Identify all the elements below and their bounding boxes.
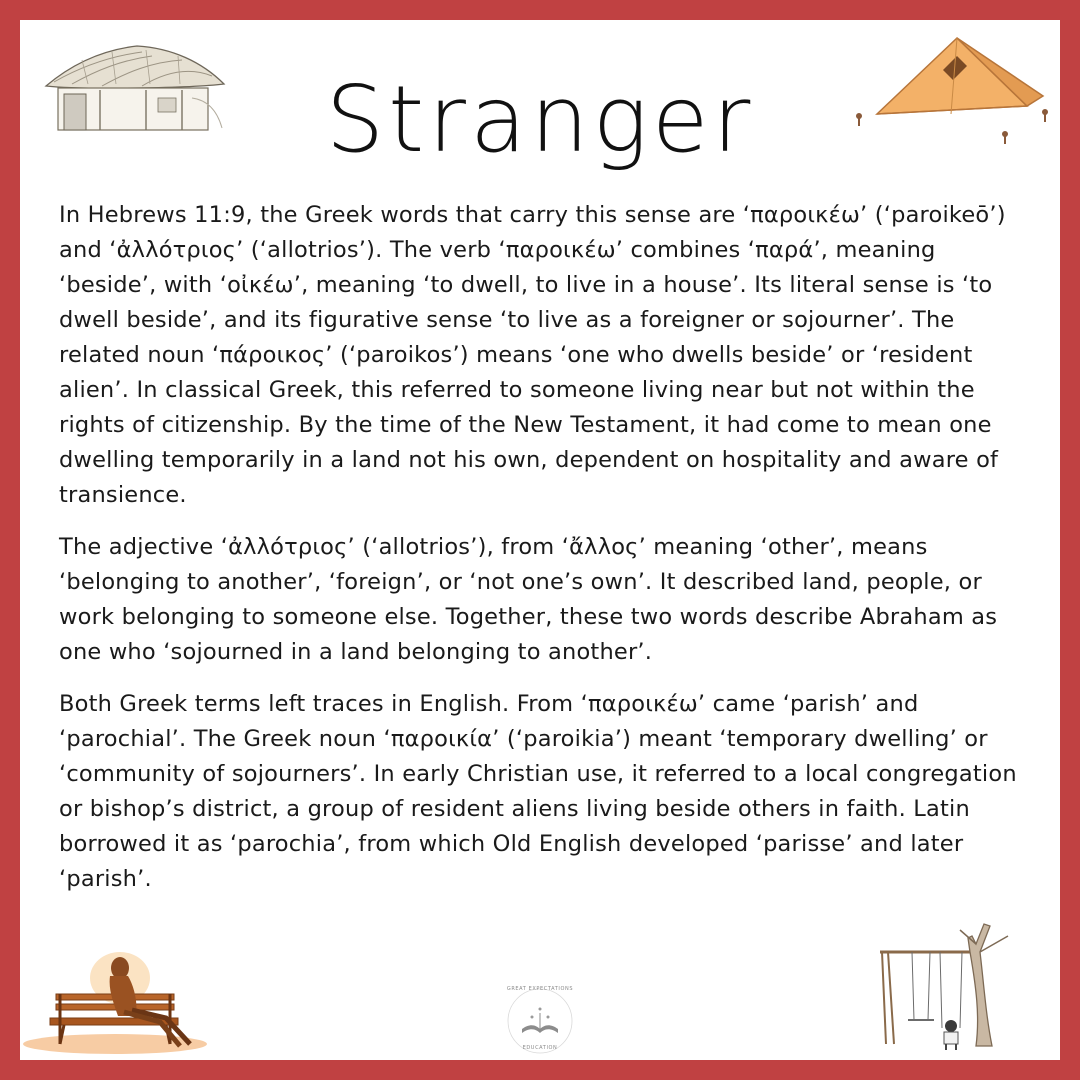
greek-term: παροικία <box>390 726 493 752</box>
body-text <box>59 198 1039 914</box>
greek-term: παροικέω <box>750 202 861 228</box>
text-run: The adjective ‘ <box>59 534 229 560</box>
text-run: ’ meaning ‘other’, means ‘belonging to another’, ‘foreign’, or ‘not one’s own’. It described land, people, or work belonging to someone else. Together, these two words describe Abraham as one who ‘sojourned in a land belonging to another’. <box>59 534 998 665</box>
greek-term: παροικέω <box>505 237 616 263</box>
greek-term: παρά <box>755 237 814 263</box>
text-run: ’, meaning ‘to dwell, to live in a house’. Its literal sense is ‘to dwell beside’, and its figurative sense ‘to live as a foreigner or sojourner’. The related noun ‘ <box>59 272 993 368</box>
paragraph <box>59 687 1039 897</box>
greek-term: οἰκέω <box>227 272 294 298</box>
bench-person-icon <box>20 940 210 1055</box>
card <box>20 20 1060 1060</box>
swing-tree-icon <box>872 916 1032 1050</box>
greek-term: ἄλλος <box>569 534 639 560</box>
tent-icon <box>855 34 1055 154</box>
text-run: ’ (‘allotrios’), from ‘ <box>347 534 570 560</box>
paragraph <box>59 198 1039 513</box>
text-run: ’ combines ‘ <box>615 237 756 263</box>
page-title: Stranger <box>325 66 755 173</box>
paragraph <box>59 530 1039 670</box>
greek-term: πάροικος <box>219 342 326 368</box>
text-run: ’ (‘paroikos’) means ‘one who dwells beside’ or ‘resident alien’. In classical Greek, this referred to someone living near but not within the rights of citizenship. By the time of the New Testament, it had come to mean one dwelling temporarily in a land not his own, dependent on hospitality and aware of transience. <box>59 342 999 508</box>
logo-top-text: GREAT EXPECTATIONS <box>506 986 574 992</box>
text-run: In Hebrews 11:9, the Greek words that carry this sense are ‘ <box>59 202 751 228</box>
text-run: Both Greek terms left traces in English. From ‘ <box>59 691 589 717</box>
text-run: ’ (‘paroikeō’) and ‘ <box>59 202 1006 263</box>
text-run: ’ came ‘parish’ and ‘parochial’. The Greek noun ‘ <box>59 691 919 752</box>
text-run: ’, meaning ‘beside’, with ‘ <box>59 237 936 298</box>
logo-bottom-text: EDUCATION <box>522 1045 558 1051</box>
greek-term: ἀλλότριος <box>228 534 348 560</box>
text-run: ’ (‘paroikia’) meant ‘temporary dwelling’ or ‘community of sojourners’. In early Christian use, it referred to a local congregation or bishop’s district, a group of resident aliens living beside others in faith. Latin borrowed it as ‘parochia’, from which Old English developed ‘parisse’ and later ‘parish’. <box>59 726 1017 892</box>
greek-term: παροικέω <box>588 691 698 717</box>
text-run: ’ (‘allotrios’). The verb ‘ <box>236 237 506 263</box>
greek-term: ἀλλότριος <box>116 237 237 263</box>
